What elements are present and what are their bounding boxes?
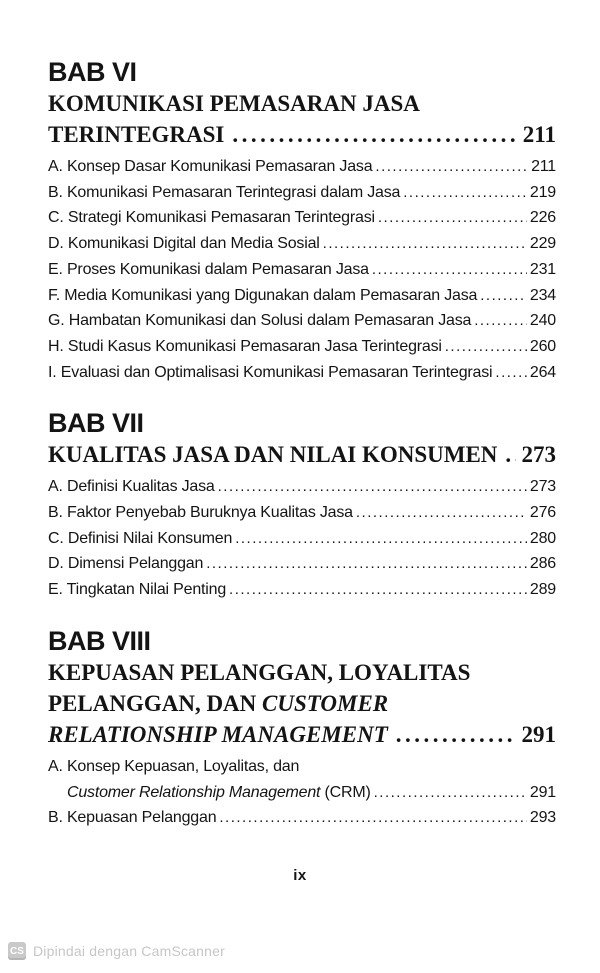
dot-leader	[495, 360, 526, 386]
dot-leader	[356, 500, 527, 526]
camscanner-watermark-text: Dipindai dengan CamScanner	[33, 943, 225, 959]
toc-entry	[48, 334, 556, 360]
toc-entry	[48, 500, 556, 526]
chapter-section-bab7	[48, 407, 556, 603]
toc-item-list	[48, 754, 556, 831]
chapter-title-text: TERINTEGRASI	[48, 122, 225, 147]
toc-entry-page: 286	[529, 555, 556, 573]
dot-leader	[474, 308, 527, 334]
dot-leader	[229, 577, 527, 603]
dot-leader	[445, 334, 527, 360]
chapter-label: BAB VI	[48, 57, 137, 87]
dot-leader	[374, 780, 527, 806]
toc-entry-page: 260	[529, 337, 556, 355]
dot-leader	[480, 283, 527, 309]
toc-entry-page: 229	[529, 235, 556, 253]
toc-entry	[48, 257, 556, 283]
toc-entry-title: B. Komunikasi Pemasaran Terintegrasi dalam Jasa	[48, 183, 401, 201]
chapter-title-text: KUALITAS JASA DAN NILAI KONSUMEN	[48, 442, 498, 468]
toc-entry	[48, 526, 556, 552]
toc-entry	[48, 805, 556, 831]
chapter-title-line-1: KOMUNIKASI PEMASARAN JASA	[48, 91, 420, 116]
toc-entry	[48, 283, 556, 309]
toc-entry-page: 226	[529, 209, 556, 227]
dot-leader	[232, 119, 516, 150]
dot-leader	[505, 439, 515, 470]
toc-entry-page: 276	[529, 504, 556, 522]
toc-entry-title: C. Strategi Komunikasi Pemasaran Terintegrasi	[48, 209, 375, 227]
toc-entry	[48, 205, 556, 231]
chapter-title-text-italic: RELATIONSHIP MANAGEMENT	[48, 721, 388, 747]
toc-entry-page: 273	[529, 478, 556, 496]
toc-entry-page: 264	[529, 363, 556, 381]
chapter-title-line-2	[48, 119, 556, 150]
toc-entry	[48, 180, 556, 206]
dot-leader	[206, 551, 527, 577]
toc-entry-page: 234	[529, 286, 556, 304]
dot-leader	[375, 154, 528, 180]
page-number-folio: ix	[293, 867, 307, 884]
chapter-title-line-3	[48, 719, 556, 750]
toc-entry-title: B. Kepuasan Pelanggan	[48, 809, 217, 827]
toc-entry-title: D. Dimensi Pelanggan	[48, 555, 204, 573]
toc-entry-title-suffix: (CRM)	[320, 783, 371, 801]
chapter-title-line-2	[48, 688, 556, 719]
toc-entry-title: F. Media Komunikasi yang Digunakan dalam Pemasaran Jasa	[48, 286, 478, 304]
toc-entry	[48, 754, 556, 805]
dot-leader	[372, 257, 527, 283]
toc-entry-title: D. Komunikasi Digital dan Media Sosial	[48, 235, 320, 253]
toc-entry-title: A. Definisi Kualitas Jasa	[48, 478, 215, 496]
toc-entry-title-italic: Customer Relationship Management	[67, 783, 321, 801]
toc-entry-title: E. Proses Komunikasi dalam Pemasaran Jasa	[48, 260, 369, 278]
chapter-title-line-1: KEPUASAN PELANGGAN, LOYALITAS	[48, 659, 471, 685]
chapter-page-number: 273	[521, 442, 556, 468]
toc-entry-page: 231	[529, 260, 556, 278]
toc-entry-page: 280	[529, 529, 556, 547]
camscanner-watermark	[8, 942, 225, 960]
toc-entry	[48, 474, 556, 500]
dot-leader	[396, 719, 516, 750]
toc-item-list	[48, 154, 556, 385]
chapter-page-number: 291	[521, 721, 556, 747]
camscanner-logo-icon: CS	[8, 942, 26, 960]
dot-leader	[235, 526, 527, 552]
toc-entry	[48, 154, 556, 180]
toc-entry-title: C. Definisi Nilai Konsumen	[48, 529, 233, 547]
chapter-page-number: 211	[522, 122, 556, 147]
toc-entry-title: H. Studi Kasus Komunikasi Pemasaran Jasa Terintegrasi	[48, 337, 442, 355]
toc-item-list	[48, 474, 556, 603]
toc-content	[48, 56, 556, 831]
toc-entry	[48, 551, 556, 577]
toc-entry-title: A. Konsep Kepuasan, Loyalitas, dan	[48, 757, 300, 775]
toc-entry-page: 293	[529, 809, 556, 827]
chapter-section-bab6	[48, 56, 556, 385]
dot-leader	[403, 180, 527, 206]
chapter-title-line	[48, 439, 556, 470]
chapter-label: BAB VII	[48, 408, 144, 439]
toc-entry-continuation	[48, 780, 556, 806]
toc-entry-page: 291	[529, 783, 556, 801]
toc-entry	[48, 360, 556, 386]
toc-entry	[48, 231, 556, 257]
toc-entry-page: 211	[531, 158, 556, 175]
dot-leader	[218, 474, 527, 500]
dot-leader	[378, 205, 527, 231]
toc-entry-title: E. Tingkatan Nilai Penting	[48, 581, 227, 599]
toc-entry	[48, 308, 556, 334]
toc-entry-title: B. Faktor Penyebab Buruknya Kualitas Jasa	[48, 504, 353, 522]
toc-entry-title: A. Konsep Dasar Komunikasi Pemasaran Jasa	[48, 158, 373, 175]
toc-entry-page: 240	[529, 312, 556, 330]
dot-leader	[323, 231, 527, 257]
toc-entry	[48, 577, 556, 603]
chapter-title-text-italic: CUSTOMER	[262, 690, 389, 716]
chapter-title-text: PELANGGAN, DAN	[48, 690, 263, 716]
toc-entry-title: I. Evaluasi dan Optimalisasi Komunikasi Pemasaran Terintegrasi	[48, 363, 493, 381]
toc-entry-page: 289	[529, 581, 556, 599]
toc-entry-page: 219	[529, 183, 556, 201]
chapter-label: BAB VIII	[48, 625, 151, 656]
dot-leader	[219, 805, 527, 831]
toc-entry-title: G. Hambatan Komunikasi dan Solusi dalam Pemasaran Jasa	[48, 312, 472, 330]
chapter-section-bab8	[48, 625, 556, 831]
